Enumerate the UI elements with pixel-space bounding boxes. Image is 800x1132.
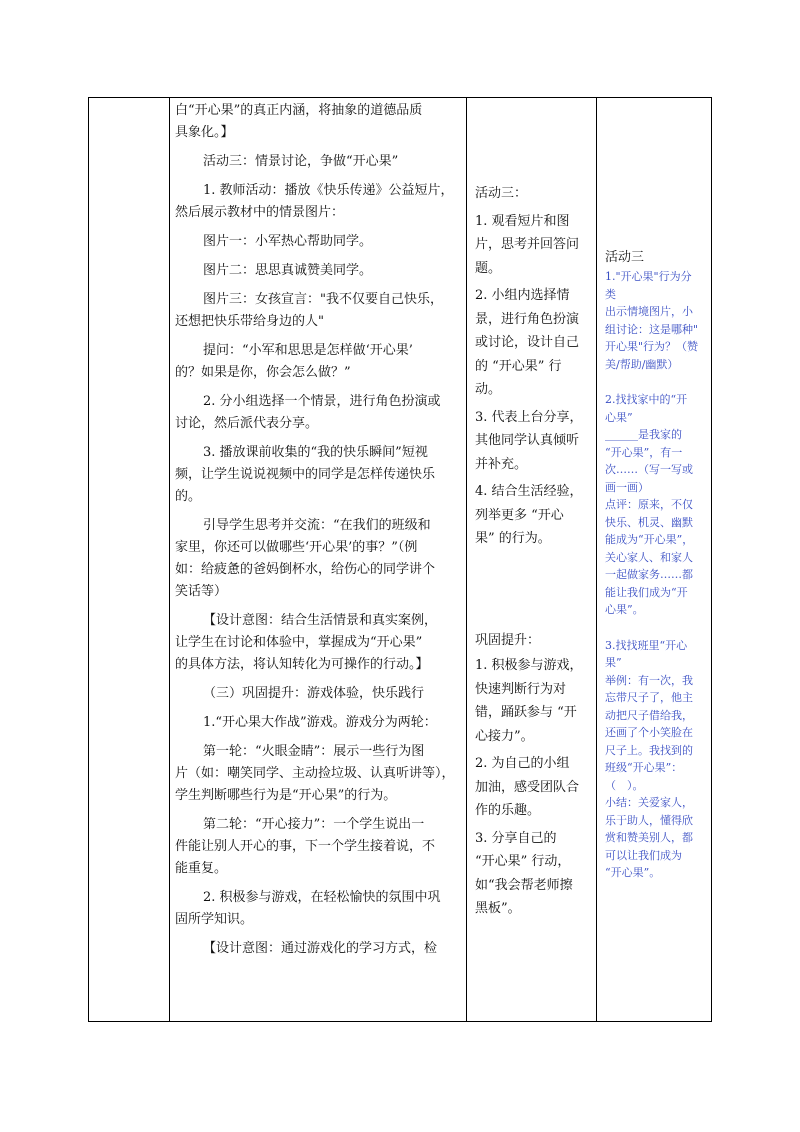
text-line: 固所学知识。 [175, 912, 254, 927]
text-line: 学生判断哪些行为是“开心果”的行为。 [175, 788, 397, 803]
text-line: 班级“开心果”： [605, 761, 683, 774]
text-line: “开心果”，有一 [605, 445, 683, 459]
text-line: 其他同学认真倾听 [475, 433, 580, 448]
text-line: 如：给疲惫的爸妈倒杯水，给伤心的同学讲个 [175, 562, 436, 577]
text-line: 可以让我们成为 [605, 848, 682, 862]
text-line: 图片二：思思真诚赞美同学。 [203, 263, 373, 278]
section-heading: 巩固提升： [475, 632, 541, 648]
text-line: 黑板”。 [475, 901, 521, 916]
text-line: 的。 [175, 489, 202, 504]
text-line: 图片三：女孩宣言："我不仅要自己快乐， [203, 292, 443, 307]
text-line: 【设计意图：结合生活情景和真实案例， [203, 613, 438, 628]
text-line: 的 “开心果” 行 [475, 358, 562, 374]
text-line: 能重复。 [175, 861, 228, 876]
text-line: 第二轮：“开心接力”：一个学生说出一 [203, 817, 425, 832]
text-line: 3. 播放课前收集的“我的快乐瞬间”短视 [203, 445, 428, 460]
text-line: 件能让别人开心的事，下一个学生接着说，不 [175, 839, 436, 854]
text-line: 家里，你还可以做哪些‘开心果’的事？”（例 [175, 540, 418, 555]
text-line: 片，思考并回答问 [475, 237, 580, 252]
text-line: 笑话等） [175, 584, 228, 599]
text-line: 能让我们成为“开 [605, 585, 688, 599]
text-line: 3. 代表上台分享， [475, 409, 583, 425]
text-line: 1. 教师活动：播放《快乐传递》公益短片， [203, 183, 454, 198]
text-line: 动。 [475, 382, 502, 397]
text-line: 举例：有一次，我 [605, 673, 693, 687]
section-heading: 活动三： [475, 186, 528, 201]
text-line: 2. 积极参与游戏，在轻松愉快的氛围中巩 [203, 890, 441, 905]
text-line: 关心家人、和家人 [605, 550, 693, 564]
board-design-column [599, 98, 709, 1021]
text-line: 赏和赞美别人，都 [605, 831, 693, 844]
text-line: 景，进行角色扮演 [475, 311, 580, 327]
student-activity-column [471, 98, 595, 1021]
text-line: 的具体方法，将认知转化为可操作的行动。】 [175, 657, 429, 672]
text-line: 能成为“开心果”， [605, 533, 694, 546]
text-line: 类 [605, 287, 616, 301]
text-line: 心果” [605, 410, 633, 424]
text-line: 具象化。】 [175, 125, 234, 140]
text-line: 片（如：嘲笑同学、主动捡垃圾、认真听讲等）， [175, 766, 455, 781]
text-line: 加油，感受团队合 [475, 779, 580, 795]
text-line: 组讨论：这是哪种" [605, 322, 699, 336]
text-line: “开心果” 行动， [475, 854, 571, 869]
text-line: 开心果"行为？（赞 [605, 340, 699, 353]
text-line: 1. 积极参与游戏， [475, 658, 583, 673]
text-line: 题。 [475, 260, 502, 276]
text-line: 让学生在讨论和体验中，掌握成为“开心果” [175, 635, 423, 650]
section-heading: 活动三 [605, 250, 645, 265]
text-line: 2.找找家中的“开 [605, 393, 688, 406]
text-line: 1.“开心果大作战”游戏。游戏分为两轮： [203, 715, 437, 730]
text-line: 列举更多 “开心 [475, 507, 564, 523]
text-line: 还想把快乐带给身边的人" [175, 314, 324, 329]
text-line: ______是我家的 [605, 428, 682, 441]
text-line: 尺子上。我找到的 [605, 743, 693, 757]
text-line: 如“我会帮老师擦 [475, 877, 573, 893]
text-line: 3.找找班里“开心 [605, 638, 688, 652]
text-line: 或讨论，设计自己 [475, 335, 580, 350]
text-line: 快乐、机灵、幽默 [605, 515, 693, 529]
text-line: 2. 分小组选择一个情景，进行角色扮演或 [203, 394, 441, 409]
text-line: 1."开心果"行为分 [605, 270, 692, 283]
text-line: 小结：关爱家人， [605, 796, 693, 809]
text-line: 美/帮助/幽默） [605, 357, 679, 371]
text-line: 2. 小组内选择情 [475, 288, 570, 303]
text-line: 画一画） [605, 480, 649, 494]
text-line: 出示情境图片，小 [605, 305, 693, 318]
text-line: 心果”。 [605, 603, 644, 616]
text-line: 白“开心果”的真正内涵，将抽象的道德品质 [175, 103, 423, 118]
text-line: 然后展示教材中的情景图片： [175, 205, 345, 220]
text-line: 【设计意图：通过游戏化的学习方式，检 [203, 941, 438, 956]
text-line: 引导学生思考并交流：“在我们的班级和 [203, 518, 431, 533]
text-line: 错，踊跃参与 “开 [475, 705, 577, 720]
text-line: 动把尺子借给我， [605, 708, 693, 722]
text-line: 一起做家务……都 [605, 568, 693, 581]
text-line: 图片一：小军热心帮助同学。 [203, 234, 373, 249]
text-line: 讨论，然后派代表分享。 [175, 416, 319, 431]
text-line: 频，让学生说说视频中的同学是怎样传递快乐 [175, 467, 436, 482]
text-line: （ ）。 [605, 778, 644, 792]
text-line: 果” [605, 656, 622, 669]
text-line: 的？如果是你，你会怎么做？” [175, 365, 351, 380]
lesson-plan-table [88, 97, 712, 1022]
text-line: 并补充。 [475, 456, 528, 472]
column-divider [466, 98, 467, 1021]
text-line: 点评：原来，不仅 [605, 498, 693, 511]
section-heading: 活动三：情景讨论，争做“开心果” [203, 154, 399, 169]
text-line: 1. 观看短片和图 [475, 213, 570, 229]
text-line: 果” 的行为。 [475, 531, 551, 546]
text-line: 4. 结合生活经验， [475, 484, 583, 499]
text-line: 作的乐趣。 [475, 803, 541, 818]
text-line: 第一轮：“火眼金睛”：展示一些行为图 [203, 744, 425, 759]
text-line: 乐于助人，懂得欣 [605, 813, 693, 827]
text-line: “开心果”。 [605, 866, 661, 879]
text-line: 2. 为自己的小组 [475, 756, 570, 771]
column-divider [596, 98, 597, 1021]
text-line: 次……（写一写或 [605, 463, 693, 476]
teacher-activity-column [169, 98, 465, 1021]
text-line: 3. 分享自己的 [475, 830, 557, 846]
text-line: 忘带尺子了，他主 [605, 691, 693, 704]
text-line: 还画了个小笑脸在 [605, 726, 693, 739]
section-heading: （三）巩固提升：游戏体验，快乐践行 [203, 686, 425, 701]
text-line: 提问：“小军和思思是怎样做‘开心果’ [203, 343, 413, 358]
text-line: 快速判断行为对 [475, 681, 567, 697]
text-line: 心接力”。 [475, 728, 534, 744]
